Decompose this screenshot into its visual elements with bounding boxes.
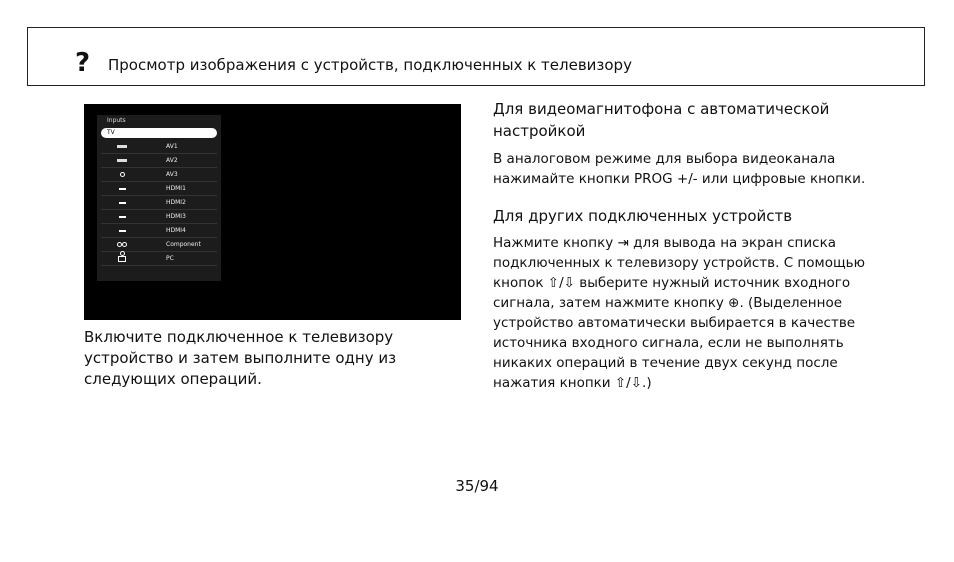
menu-item (101, 168, 217, 182)
page-number: 35/94 (455, 477, 499, 495)
inputs-menu-list (101, 140, 217, 266)
hdmi-icon (115, 226, 129, 235)
menu-item-label: AV3 (166, 171, 178, 178)
section-other-devices-body: Нажмите кнопку ⇥ для вывода на экран списка подключенных к телевизору устройств. С помощью кнопок ⇧/⇩ выберите нужный источник входного сигнала, затем нажмите кнопку ⊕. (Выделенное устройство автоматически выбирается в качестве источника входного сигнала, если не выполнять никаких операций в течение двух секунд после нажатия кнопки ⇧/⇩.) (493, 235, 865, 391)
inputs-menu (97, 115, 221, 281)
inputs-menu-selected-item: TV (101, 128, 217, 138)
hdmi-icon (115, 212, 129, 221)
page-title: Просмотр изображения с устройств, подключенных к телевизору (108, 56, 632, 74)
menu-item-label: PC (166, 255, 174, 262)
menu-item (101, 154, 217, 168)
av-scart-icon (115, 156, 129, 165)
menu-item (101, 182, 217, 196)
menu-item (101, 196, 217, 210)
tv-screen-image (84, 104, 461, 320)
menu-item (101, 210, 217, 224)
component-icon (115, 240, 129, 249)
menu-item (101, 140, 217, 154)
menu-item-label: HDMI2 (166, 199, 186, 206)
help-question-icon: ? (75, 48, 91, 78)
menu-item (101, 252, 217, 266)
instructions-column (493, 98, 893, 393)
menu-item (101, 224, 217, 238)
inputs-menu-title: Inputs (107, 117, 126, 124)
hdmi-icon (115, 184, 129, 193)
av-scart-icon (115, 142, 129, 151)
section-other-devices-title: Для других подключенных устройств (493, 207, 793, 225)
menu-item-label: HDMI1 (166, 185, 186, 192)
av-composite-icon (115, 170, 129, 179)
menu-item-label: AV1 (166, 143, 178, 150)
menu-item (101, 238, 217, 252)
hdmi-icon (115, 198, 129, 207)
menu-item-label: HDMI4 (166, 227, 186, 234)
menu-item-label: AV2 (166, 157, 178, 164)
left-caption: Включите подключенное к телевизору устройство и затем выполните одну из следующих операций. (84, 328, 397, 388)
menu-item-label: HDMI3 (166, 213, 186, 220)
section-vcr-body: В аналоговом режиме для выбора видеоканала нажимайте кнопки PROG +/- или цифровые кнопки. (493, 151, 866, 187)
header-box (27, 27, 925, 86)
menu-item-label: Component (166, 241, 201, 248)
section-vcr-title: Для видеомагнитофона с автоматической настройкой (493, 100, 830, 140)
pc-icon (115, 254, 129, 263)
